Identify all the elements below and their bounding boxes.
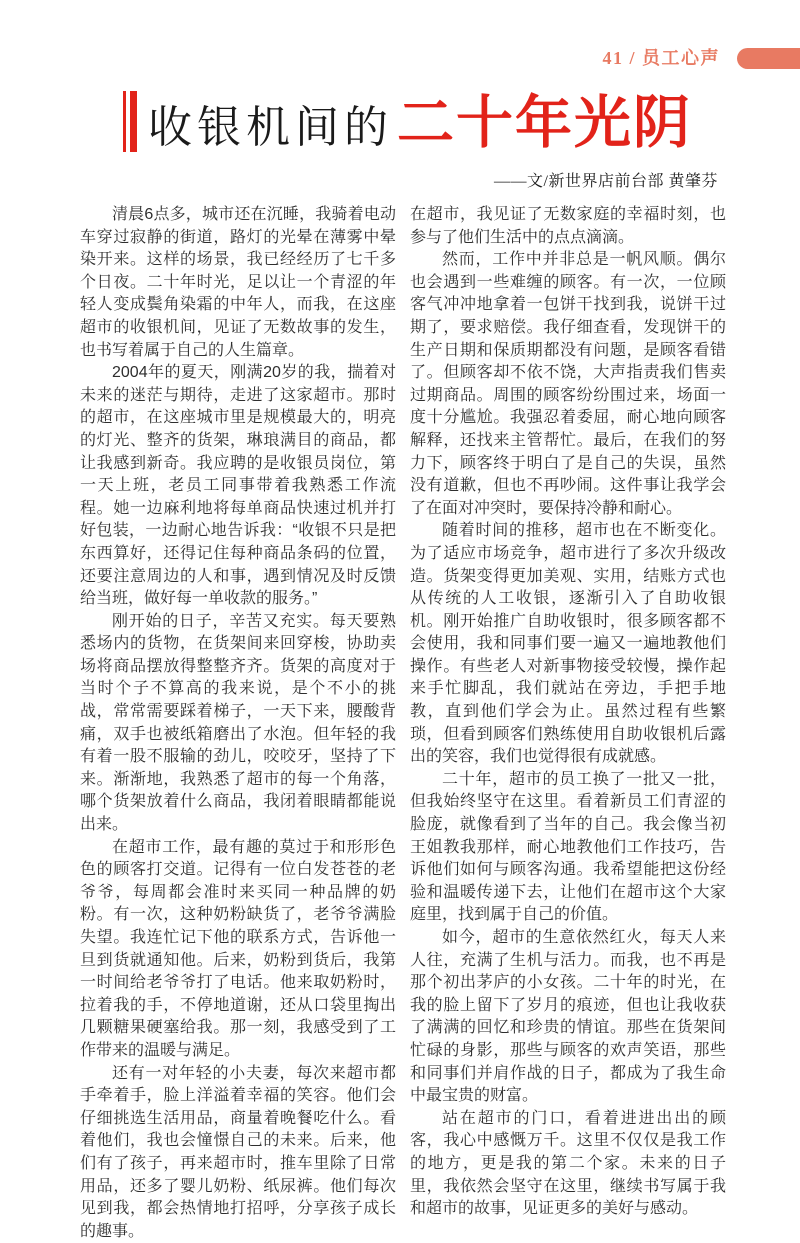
paragraph: 如今，超市的生意依然红火，每天人来人往，充满了生机与活力。而我，也不再是那个初出茅庐的小女孩。二十年的时光，在我的脸上留下了岁月的痕迹，但也让我收获了满满的回忆和珍贵的情谊。那些在货架间忙碌的身影，那些与顾客的欢声笑语，那些和同事们并肩作战的日子，都成为了我生命中最宝贵的财富。 — [410, 929, 726, 1105]
title-accent-bar-thick — [130, 91, 137, 152]
paragraph: 二十年，超市的员工换了一批又一批，但我始终坚守在这里。看着新员工们青涩的脸庞，就像看到了当年的自己。我会像当初王姐教我那样，耐心地教他们工作技巧，告诉他们如何与顾客沟通。我希望能把这份经验和温暖传递下去，让他们在超市这个大家庭里，找到属于自己的价值。 — [410, 770, 726, 924]
header-pill-decoration — [737, 48, 800, 69]
page-number-section-label: 41 / 员工心声 — [602, 48, 720, 68]
paragraph: 随着时间的推移，超市也在不断变化。为了适应市场竞争，超市进行了多次升级改造。货架变得更加美观、实用，结账方式也从传统的人工收银，逐渐引入了自助收银机。刚开始推广自助收银时，很多顾客都不会使用，我和同事们要一遍又一遍地教他们操作。有些老人对新事物接受较慢，操作起来手忙脚乱，我们就站在旁边，手把手地教，直到他们学会为止。虽然过程有些繁琐，但看到顾客们熟练使用自助收银机后露出的笑容，我们也觉得很有成就感。 — [410, 522, 726, 766]
article-title — [123, 88, 692, 155]
column-right — [410, 204, 726, 1243]
paragraph: 站在超市的门口，看着进进出出的顾客，我心中感慨万千。这里不仅仅是我工作的地方，更是我的第二个家。未来的日子里，我依然会坚守在这里，继续书写属于我和超市的故事，见证更多的美好与感动。 — [410, 1109, 726, 1218]
title-black-part: 收银机间的 — [148, 103, 393, 153]
byline: ——文/新世界店前台部 黄肇芬 — [494, 173, 718, 190]
title-red-part: 二十年光阴 — [397, 91, 692, 155]
paragraph: 在超市工作，最有趣的莫过于和形形色色的顾客打交道。记得有一位白发苍苍的老爷爷，每周都会准时来买同一种品牌的奶粉。有一次，这种奶粉缺货了，老爷爷满脸失望。我连忙记下他的联系方式，告诉他一旦到货就通知他。后来，奶粉到货后，我第一时间给老爷爷打了电话。他来取奶粉时，拉着我的手，不停地道谢，还从口袋里掏出几颗糖果硬塞给我。那一刻，我感受到了工作带来的温暖与满足。 — [80, 838, 396, 1059]
title-accent-bar-thin — [123, 91, 126, 152]
paragraph-continuation: 在超市，我见证了无数家庭的幸福时刻，也参与了他们生活中的点点滴滴。 — [410, 206, 726, 246]
column-left — [80, 204, 396, 1243]
article-body — [80, 204, 726, 1243]
paragraph: 然而，工作中并非总是一帆风顺。偶尔也会遇到一些难缠的顾客。有一次，一位顾客气冲冲地拿着一包饼干找到我，说饼干过期了，要求赔偿。我仔细查看，发现饼干的生产日期和保质期都没有问题，是顾客看错了。但顾客却不依不饶，大声指责我们售卖过期商品。周围的顾客纷纷围过来，场面一度十分尴尬。我强忍着委屈，耐心地向顾客解释，还找来主管帮忙。最后，在我们的努力下，顾客终于明白了是自己的失误，虽然没有道歉，但也不再吵闹。这件事让我学会了在面对冲突时，要保持冷静和耐心。 — [410, 251, 726, 517]
paragraph: 还有一对年轻的小夫妻，每次来超市都手牵着手，脸上洋溢着幸福的笑容。他们会仔细挑选生活用品，商量着晚餐吃什么。看着他们，我也会憧憬自己的未来。后来，他们有了孩子，再来超市时，推车里除了日常用品，还多了婴儿奶粉、纸尿裤。他们每次见到我，都会热情地打招呼，分享孩子成长的趣事。 — [80, 1064, 396, 1240]
paragraph: 刚开始的日子，辛苦又充实。每天要熟悉场内的货物，在货架间来回穿梭，协助卖场将商品摆放得整整齐齐。货架的高度对于当时个子不算高的我来说，是个不小的挑战，常常需要踩着梯子，一天下来，腰酸背痛，双手也被纸箱磨出了水泡。但年轻的我有着一股不服输的劲儿，咬咬牙，坚持了下来。渐渐地，我熟悉了超市的每一个角落，哪个货架放着什么商品，我闭着眼睛都能说出来。 — [80, 612, 396, 834]
paragraph: 清晨6点多，城市还在沉睡，我骑着电动车穿过寂静的街道，路灯的光晕在薄雾中晕染开来。这样的场景，我已经经历了七千多个日夜。二十年时光，足以让一个青涩的年轻人变成鬓角染霜的中年人，而我，在这座超市的收银机间，见证了无数故事的发生，也书写着属于自己的人生篇章。 — [80, 206, 396, 359]
title-accent-bars — [123, 91, 137, 152]
paragraph: 2004年的夏天，刚满20岁的我，揣着对未来的迷茫与期待，走进了这家超市。那时的超市，在这座城市里是规模最大的，明亮的灯光、整齐的货架，琳琅满目的商品，都让我感到新奇。我应聘的是收银员岗位，第一天上班，老员工同事带着我熟悉工作流程。她一边麻利地将每单商品快速过机并打好包装，一边耐心地告诉我：“收银不只是把东西算好，还得记住每种商品条码的位置，还要注意周边的人和事，遇到情况及时反馈给当班，做好每一单收款的服务。” — [80, 364, 396, 608]
